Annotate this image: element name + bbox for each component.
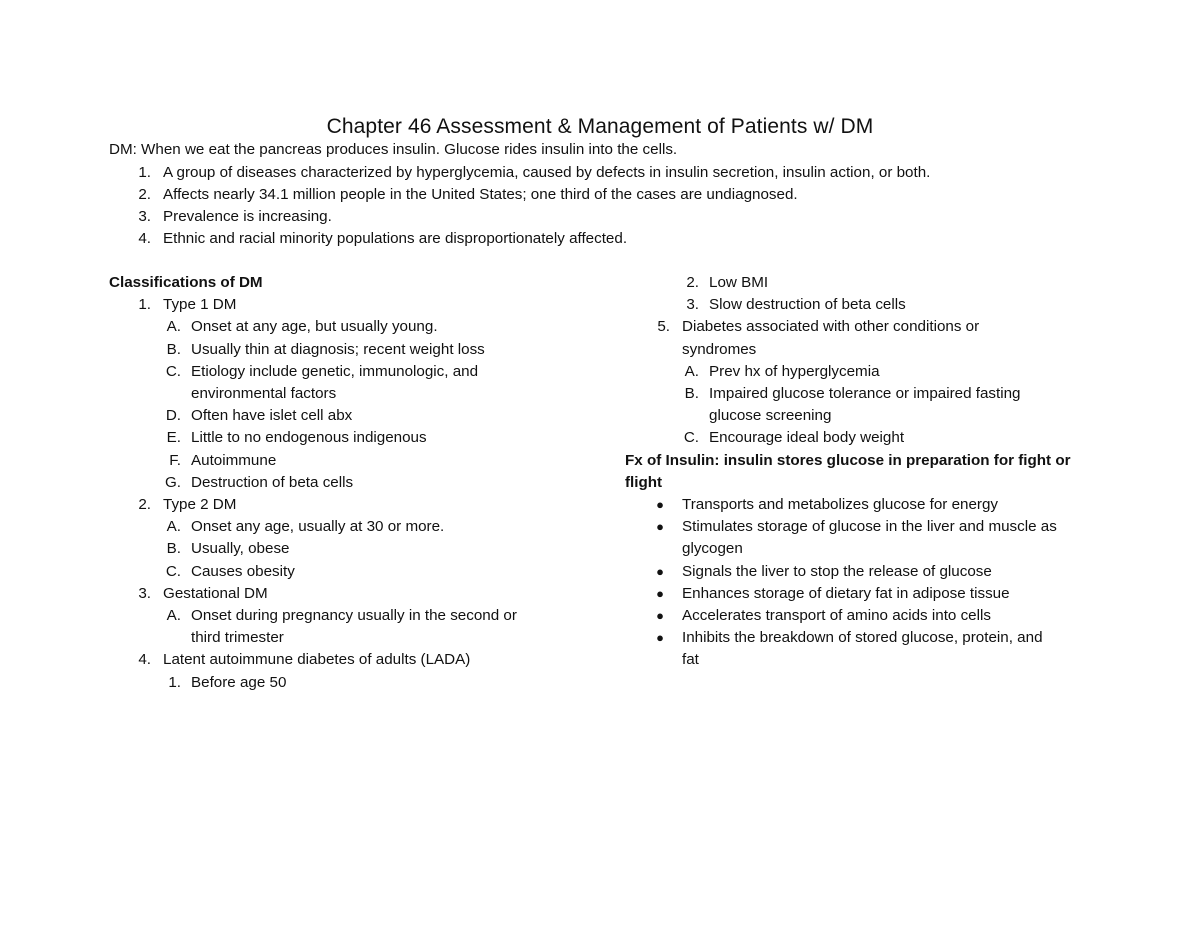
line-text: Accelerates transport of amino acids into cells (682, 607, 991, 624)
line-text: Impaired glucose tolerance or impaired fasting (709, 385, 1021, 402)
classification-subitem (683, 427, 905, 449)
line-text: third trimester (191, 629, 284, 647)
line-text: Destruction of beta cells (191, 473, 354, 491)
line-text: Onset at any age, but usually young. (191, 318, 438, 336)
insulin-list-item (682, 538, 743, 560)
line-text: Affects nearly 34.1 million people in the United States; one third of the cases are undiagnosed. (163, 185, 798, 203)
bullet-marker: ● (656, 497, 664, 512)
line-text: fat (682, 651, 699, 669)
classification-subitem (166, 427, 427, 449)
line-text: Onset any age, usually at 30 or more. (191, 518, 445, 536)
line-text: Stimulates storage of glucose in the liver and muscle as (682, 518, 1057, 536)
list-marker: 2. (138, 185, 151, 203)
line-text: Type 1 DM (163, 296, 237, 314)
classification-subitem (166, 538, 290, 560)
line-text: Etiology include genetic, immunologic, and (191, 362, 479, 380)
list-marker: E. (166, 429, 181, 447)
line-text: glucose screening (709, 407, 832, 425)
list-marker: A. (166, 518, 181, 536)
list-marker: 1. (138, 163, 151, 181)
line-text: Little to no endogenous indigenous (191, 429, 427, 447)
line-text: Gestational DM (163, 584, 268, 602)
classification-item (138, 494, 237, 516)
line-text: Encourage ideal body weight (709, 429, 905, 447)
list-marker: A. (684, 362, 699, 380)
list-marker: B. (684, 385, 699, 402)
list-marker: 4. (138, 651, 151, 669)
line-text: Enhances storage of dietary fat in adipose tissue (682, 584, 1010, 602)
line-text: Diabetes associated with other conditions or (682, 318, 980, 336)
line-text: environmental factors (191, 385, 337, 402)
list-marker: D. (165, 407, 181, 425)
insulin-list-item (682, 649, 699, 671)
line-text: Onset during pregnancy usually in the second or (191, 607, 517, 624)
line-text: Autoimmune (191, 451, 277, 469)
classification-subitem (191, 383, 336, 405)
classification-subitem (686, 272, 769, 294)
line-text: Often have islet cell abx (191, 407, 353, 425)
classification-subitem (166, 516, 445, 538)
list-marker: G. (164, 473, 181, 491)
insulin-heading (625, 472, 662, 494)
classification-subitem (165, 561, 295, 583)
classification-item (138, 649, 471, 671)
line-text: glycogen (682, 540, 743, 558)
bullet-marker: ● (656, 563, 664, 579)
list-marker: 3. (686, 296, 699, 314)
insulin-list-item (656, 627, 1043, 649)
line-text: Classifications of DM (109, 274, 263, 291)
bullet-marker: ● (656, 608, 664, 623)
insulin-list-item (656, 494, 999, 516)
list-marker: F. (169, 451, 181, 469)
intro-list-item (138, 206, 332, 228)
list-marker: B. (166, 540, 181, 558)
classification-subitem (164, 472, 354, 494)
intro-list-item (138, 162, 931, 184)
classification-subitem (166, 316, 438, 338)
line-text: Causes obesity (191, 562, 295, 580)
classification-item (138, 583, 268, 605)
insulin-list-item (656, 583, 1010, 605)
list-marker: 1. (168, 673, 181, 691)
classification-subitem (191, 627, 284, 649)
bullet-marker: ● (656, 630, 664, 646)
classification-subitem (709, 405, 831, 427)
list-marker: A. (166, 607, 181, 624)
list-marker: 5. (657, 318, 670, 336)
list-marker: 2. (138, 496, 151, 513)
line-text: Prev hx of hyperglycemia (709, 362, 880, 380)
classification-item (657, 316, 980, 338)
list-marker: C. (165, 562, 181, 580)
line-text: A group of diseases characterized by hyperglycemia, caused by defects in insulin secretion, insulin action, or both. (163, 163, 931, 181)
intro-list-item (138, 228, 628, 250)
line-text: Ethnic and racial minority populations are disproportionately affected. (163, 230, 628, 248)
line-text: Slow destruction of beta cells (709, 296, 906, 314)
line-text: Usually, obese (191, 540, 290, 558)
intro-list-item (138, 184, 798, 206)
intro-text (109, 139, 677, 161)
page-title: Chapter 46 Assessment & Management of Patients w/ DM (326, 115, 874, 138)
bullet-marker: ● (656, 519, 664, 535)
list-marker: 1. (138, 296, 151, 314)
line-text: Prevalence is increasing. (163, 207, 332, 225)
line-text: flight (625, 473, 663, 491)
line-text: Low BMI (709, 274, 769, 291)
line-text: Signals the liver to stop the release of glucose (682, 562, 992, 580)
line-text: Transports and metabolizes glucose for energy (682, 496, 999, 513)
line-text: Fx of Insulin: insulin stores glucose in preparation for fight or (625, 451, 1071, 469)
insulin-list-item (656, 605, 991, 627)
insulin-list-item (656, 561, 992, 583)
line-text: syndromes (682, 340, 757, 358)
bullet-marker: ● (656, 585, 664, 601)
line-text: Usually thin at diagnosis; recent weight loss (191, 340, 485, 358)
classification-item (682, 339, 756, 361)
list-marker: 3. (138, 584, 151, 602)
list-marker: 3. (138, 207, 151, 225)
classifications-heading (109, 272, 263, 294)
insulin-list-item (656, 516, 1057, 538)
insulin-heading (625, 450, 1071, 472)
classification-subitem (165, 361, 479, 383)
classification-subitem (686, 294, 906, 316)
line-text: Type 2 DM (163, 496, 237, 513)
classification-subitem (684, 383, 1021, 405)
classification-subitem (166, 605, 517, 627)
classification-subitem (684, 361, 880, 383)
list-marker: 2. (686, 274, 699, 291)
list-marker: 4. (138, 230, 151, 248)
list-marker: C. (683, 429, 699, 447)
classification-subitem (166, 339, 485, 361)
list-marker: B. (166, 340, 181, 358)
classification-subitem (169, 450, 277, 472)
list-marker: A. (166, 318, 181, 336)
classification-subitem (168, 672, 287, 694)
list-marker: C. (165, 362, 181, 380)
classification-item (138, 294, 237, 316)
classification-subitem (165, 405, 353, 427)
line-text: Latent autoimmune diabetes of adults (LADA) (163, 651, 471, 669)
line-text: DM: When we eat the pancreas produces insulin. Glucose rides insulin into the cells. (109, 141, 678, 158)
line-text: Inhibits the breakdown of stored glucose, protein, and (682, 629, 1043, 647)
line-text: Before age 50 (191, 673, 287, 691)
